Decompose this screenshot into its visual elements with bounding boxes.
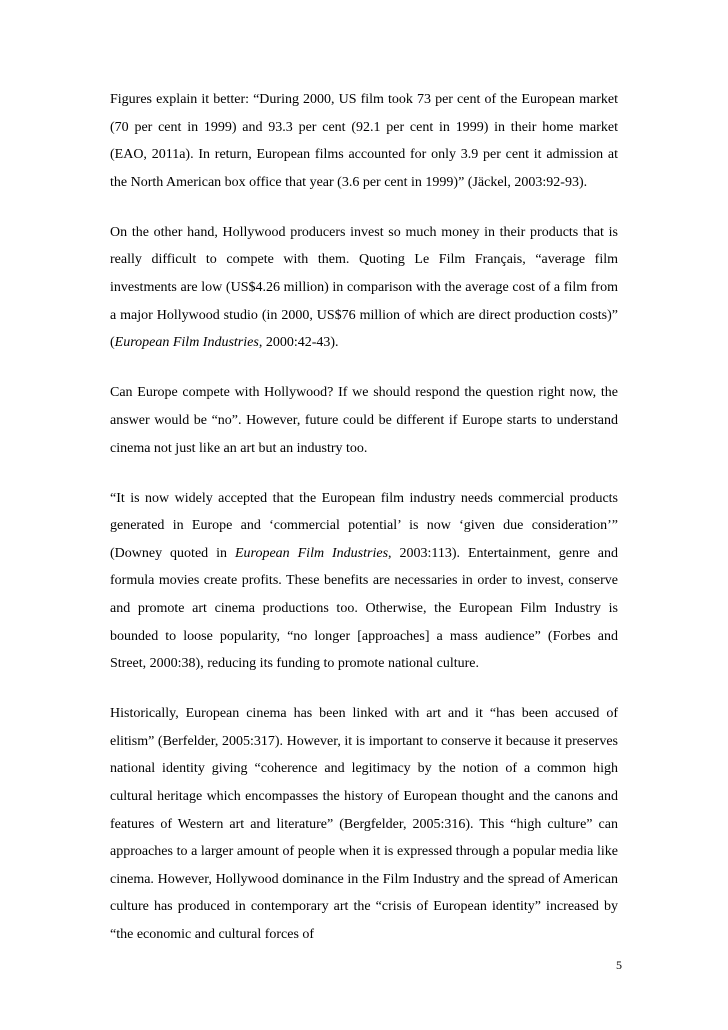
paragraph-4-citation-title: European Film Industries	[234, 545, 389, 561]
paragraph-4	[110, 485, 618, 678]
paragraph-2-citation-title: European Film Industries	[114, 335, 259, 351]
paragraph-2-text-a: On the other hand, Hollywood producers invest so much money in their products that is really difficult to compete with them. Quoting Le Film Français, “average film investments are low (US$4.26 million) in comparison with the average cost of a film from a major Hollywood studio (in 2000, US$76 million of which are direct production costs)” (	[110, 224, 618, 351]
body-text	[110, 86, 618, 971]
paragraph-4-text-a: “It is now widely accepted that the European film industry needs commercial products generated in Europe and ‘commercial potential’ is now ‘given due consideration’” (Downey quoted in	[110, 490, 618, 561]
paragraph-3-text: Can Europe compete with Hollywood? If we should respond the question right now, the answer would be “no”. However, future could be different if Europe starts to understand cinema not just like an art but an industry too.	[110, 385, 618, 456]
paragraph-2	[110, 219, 618, 357]
paragraph-1	[110, 86, 618, 196]
paragraph-2-text-b: , 2000:42-43).	[258, 335, 339, 351]
paragraph-4-text-b: , 2003:113). Entertainment, genre and formula movies create profits. These benefits are necessaries in order to invest, conserve and promote art cinema productions too. Otherwise, the European Film Industry is bounded to loose popularity, “no longer [approaches] a mass audience” (Forbes and Street, 2000:38), reducing its funding to promote national culture.	[110, 545, 619, 672]
page-number: 5	[616, 958, 622, 972]
paragraph-3	[110, 379, 618, 462]
paragraph-1-text: Figures explain it better: “During 2000, US film took 73 per cent of the European market (70 per cent in 1999) and 93.3 per cent (92.1 per cent in 1999) in their home market (EAO, 2011a). In return, European films accounted for only 3.9 per cent it admission at the North American box office that year (3.6 per cent in 1999)” (Jäckel, 2003:92-93).	[110, 92, 618, 190]
paragraph-5-text: Historically, European cinema has been linked with art and it “has been accused of elitism” (Berfelder, 2005:317). However, it is important to conserve it because it preserves national identity giving “coherence and legitimacy by the notion of a common high cultural heritage which encompasses the history of European thought and the canons and features of Western art and literature” (Bergfelder, 2005:316). This “high culture” can approaches to a larger amount of people when it is expressed through a popular media like cinema. However, Hollywood dominance in the Film Industry and the spread of American culture has produced in contemporary art the “crisis of European identity” increased by “the economic and cultural forces of	[110, 706, 618, 943]
paragraph-5	[110, 700, 618, 948]
